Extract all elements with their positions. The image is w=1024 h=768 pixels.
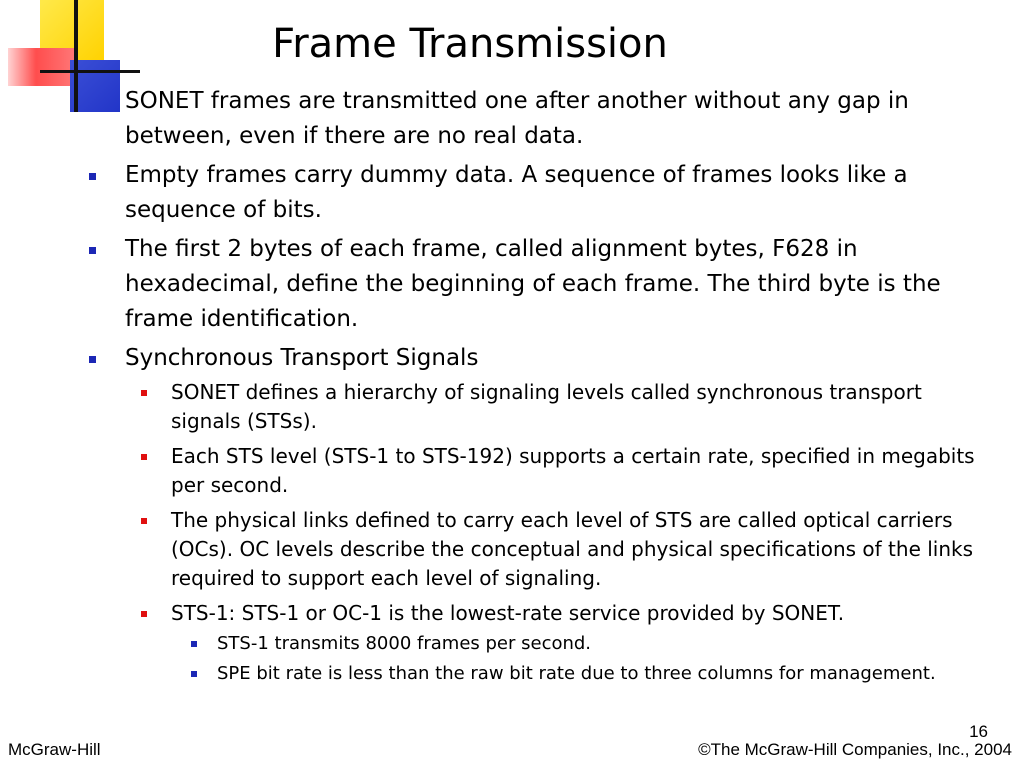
sub-bullet-item: The physical links defined to carry each level of STS are called optical carriers (OCs). OC levels describe the conceptual and physical specifications of the links required to support each level of signaling. bbox=[133, 506, 993, 593]
page-number: 16 bbox=[969, 722, 988, 741]
bullet-text: Synchronous Transport Signals bbox=[125, 345, 479, 371]
sub-bullet-list bbox=[133, 378, 993, 687]
sub-bullet-item-sts1 bbox=[133, 599, 993, 687]
sub-bullet-text: STS-1: STS-1 or OC-1 is the lowest-rate service provided by SONET. bbox=[171, 601, 845, 625]
bullet-list bbox=[88, 84, 993, 687]
sub-bullet-item: SONET defines a hierarchy of signaling levels called synchronous transport signals (STSs). bbox=[133, 378, 993, 436]
bullet-item-sts bbox=[88, 341, 993, 687]
sub-sub-bullet-list bbox=[175, 630, 993, 687]
bullet-item: The first 2 bytes of each frame, called alignment bytes, F628 in hexadecimal, define the beginning of each frame. The third byte is the frame identification. bbox=[88, 232, 993, 337]
sub-sub-bullet-item: STS-1 transmits 8000 frames per second. bbox=[175, 630, 993, 657]
footer-publisher: McGraw-Hill bbox=[8, 740, 101, 759]
slide-title: Frame Transmission bbox=[272, 21, 668, 67]
logo-horizontal-line bbox=[40, 70, 140, 73]
bullet-item: SONET frames are transmitted one after another without any gap in between, even if there are no real data. bbox=[125, 88, 909, 149]
footer-copyright: ©The McGraw-Hill Companies, Inc., 2004 bbox=[698, 740, 1012, 759]
bullet-item: Empty frames carry dummy data. A sequence of frames looks like a sequence of bits. bbox=[88, 158, 993, 228]
sub-bullet-item: Each STS level (STS-1 to STS-192) supports a certain rate, specified in megabits per second. bbox=[133, 442, 993, 500]
slide-content bbox=[88, 84, 993, 693]
sub-sub-bullet-item: SPE bit rate is less than the raw bit rate due to three columns for management. bbox=[175, 660, 993, 687]
